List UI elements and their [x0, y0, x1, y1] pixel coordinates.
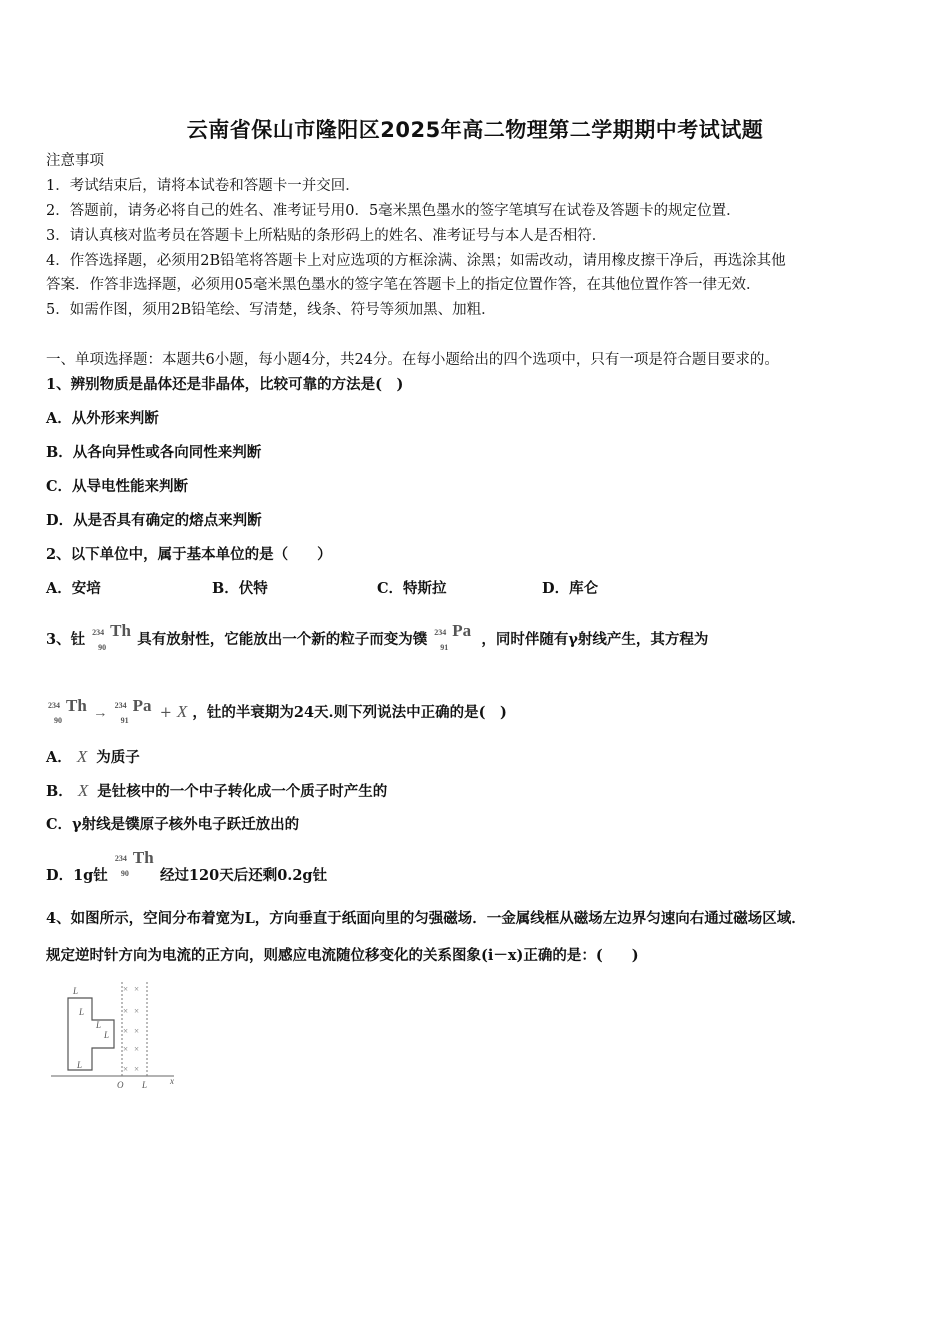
equation-arrow: →	[93, 705, 108, 721]
field-cross: ×	[123, 1064, 129, 1074]
equation-thorium	[46, 698, 88, 728]
protactinium-atomic-number: 91	[440, 643, 449, 652]
field-cross: ×	[123, 1026, 129, 1036]
equation-thorium-z: 90	[54, 716, 62, 725]
option-b-x: X	[77, 781, 89, 800]
field-cross: ×	[134, 1026, 140, 1036]
equation-plus: +	[159, 705, 172, 721]
equation-protactinium-z: 91	[120, 716, 129, 725]
question-3-option-b	[46, 781, 387, 802]
option-d-prefix: D．1g钍	[46, 867, 108, 884]
question-3-option-c: C．γ射线是镤原子核外电子跃迁放出的	[46, 816, 300, 833]
question-2-option-c: C．特斯拉	[377, 580, 447, 597]
question-1-option-a: A．从外形来判断	[46, 410, 159, 427]
question-2-stem: 2、以下单位中，属于基本单位的是（ ）	[46, 546, 332, 563]
field-cross: ×	[134, 1064, 140, 1074]
question-3-stem	[46, 621, 709, 655]
field-cross: ×	[134, 1044, 140, 1054]
equation-protactinium-symbol: Pa	[132, 696, 152, 715]
magnetic-field-figure	[46, 980, 196, 1092]
question-3-prefix: 3、钍	[46, 631, 86, 648]
question-2-option-d: D．库仑	[542, 580, 599, 597]
notice-item-2: 2．答题前，请务必将自己的姓名、准考证号用0．5毫米黑色墨水的签字笔填写在试卷及答题卡的规定位置．	[46, 203, 741, 219]
question-3-equation-line	[46, 698, 507, 728]
question-2-option-a: A．安培	[46, 580, 101, 597]
question-3-option-d	[46, 848, 328, 891]
thorium-symbol: Th	[110, 621, 131, 640]
axis-origin-label: O	[117, 1080, 124, 1090]
field-cross: ×	[134, 1006, 140, 1016]
question-2-option-b: B．伏特	[212, 580, 268, 597]
thorium-nuclide	[90, 621, 132, 655]
notice-heading: 注意事项	[46, 153, 104, 169]
option-a-label: A．	[46, 749, 72, 766]
equation-protactinium-mass: 234	[114, 701, 127, 710]
equation-thorium-symbol: Th	[66, 696, 87, 715]
frame-label-top: L	[73, 986, 79, 996]
frame-label-step: L	[96, 1020, 102, 1030]
protactinium-nuclide	[432, 621, 476, 655]
field-crosses	[123, 984, 139, 1074]
equation-protactinium	[113, 698, 155, 728]
option-d-thorium	[113, 848, 155, 891]
equation-x: X	[176, 702, 188, 721]
question-1-option-d: D．从是否具有确定的熔点来判断	[46, 512, 262, 529]
notice-item-4: 4．作答选择题，必须用2B铅笔将答题卡上对应选项的方框涂满、涂黑；如需改动，请用橡皮擦干净后，再选涂其他	[46, 253, 786, 269]
question-1-option-c: C．从导电性能来判断	[46, 478, 189, 495]
question-3-option-a	[46, 747, 140, 768]
option-d-thorium-symbol: Th	[132, 848, 154, 867]
page-title: 云南省保山市隆阳区2025年高二物理第二学期期中考试试题	[186, 118, 764, 142]
field-cross: ×	[123, 1044, 129, 1054]
option-a-x: X	[76, 747, 88, 766]
field-cross: ×	[134, 984, 140, 994]
frame-label-left-upper: L	[79, 1007, 85, 1017]
option-b-text: 是钍核中的一个中子转化成一个质子时产生的	[97, 783, 388, 800]
equation-thorium-mass: 234	[48, 701, 60, 710]
question-3-middle: 具有放射性，它能放出一个新的粒子而变为镤	[137, 631, 428, 648]
frame-label-right: L	[104, 1030, 110, 1040]
question-4-stem-line-1: 4、如图所示，空间分布着宽为L，方向垂直于纸面向里的匀强磁场．一金属线框从磁场左边界匀速向右通过磁场区域．	[46, 910, 806, 927]
notice-item-5: 5．如需作图，须用2B铅笔绘、写清楚，线条、符号等须加黑、加粗．	[46, 302, 496, 318]
notice-item-1: 1．考试结束后，请将本试卷和答题卡一并交回．	[46, 178, 360, 194]
question-4-stem-line-2: 规定逆时针方向为电流的正方向，则感应电流随位移变化的关系图象(i－x)正确的是：( )	[46, 947, 639, 964]
question-1-stem: 1、辨别物质是晶体还是非晶体，比较可靠的方法是( )	[46, 376, 404, 393]
notice-item-3: 3．请认真核对监考员在答题卡上所粘贴的条形码上的姓名、准考证号与本人是否相符．	[46, 228, 607, 244]
option-a-text: 为质子	[96, 749, 140, 766]
option-d-thorium-mass: 234	[114, 854, 127, 863]
notice-item-4-cont: 答案．作答非选择题，必须用05毫米黑色墨水的签字笔在答题卡上的指定位置作答，在其他位置作答一律无效．	[46, 277, 761, 293]
field-cross: ×	[123, 1006, 129, 1016]
field-cross: ×	[123, 984, 129, 994]
section-heading: 一、单项选择题：本题共6小题，每小题4分，共24分。在每小题给出的四个选项中，只有一项是符合题目要求的。	[46, 352, 779, 368]
question-3-suffix: ，同时伴随有γ射线产生，其方程为	[481, 631, 709, 648]
protactinium-symbol: Pa	[452, 621, 472, 640]
protactinium-mass-number: 234	[434, 628, 447, 637]
option-d-thorium-z: 90	[120, 869, 129, 878]
question-3-equation-suffix: ，钍的半衰期为24天.则下列说法中正确的是( )	[192, 704, 507, 721]
frame-label-bottom: L	[77, 1060, 83, 1070]
thorium-atomic-number: 90	[98, 643, 107, 652]
option-d-suffix: 经过120天后还剩0.2g钍	[159, 867, 328, 884]
question-1-option-b: B．从各向异性或各向同性来判断	[46, 444, 262, 461]
option-b-label: B．	[46, 783, 73, 800]
thorium-mass-number: 234	[92, 628, 105, 637]
axis-x-label: x	[170, 1076, 174, 1086]
axis-l-label: L	[142, 1080, 148, 1090]
